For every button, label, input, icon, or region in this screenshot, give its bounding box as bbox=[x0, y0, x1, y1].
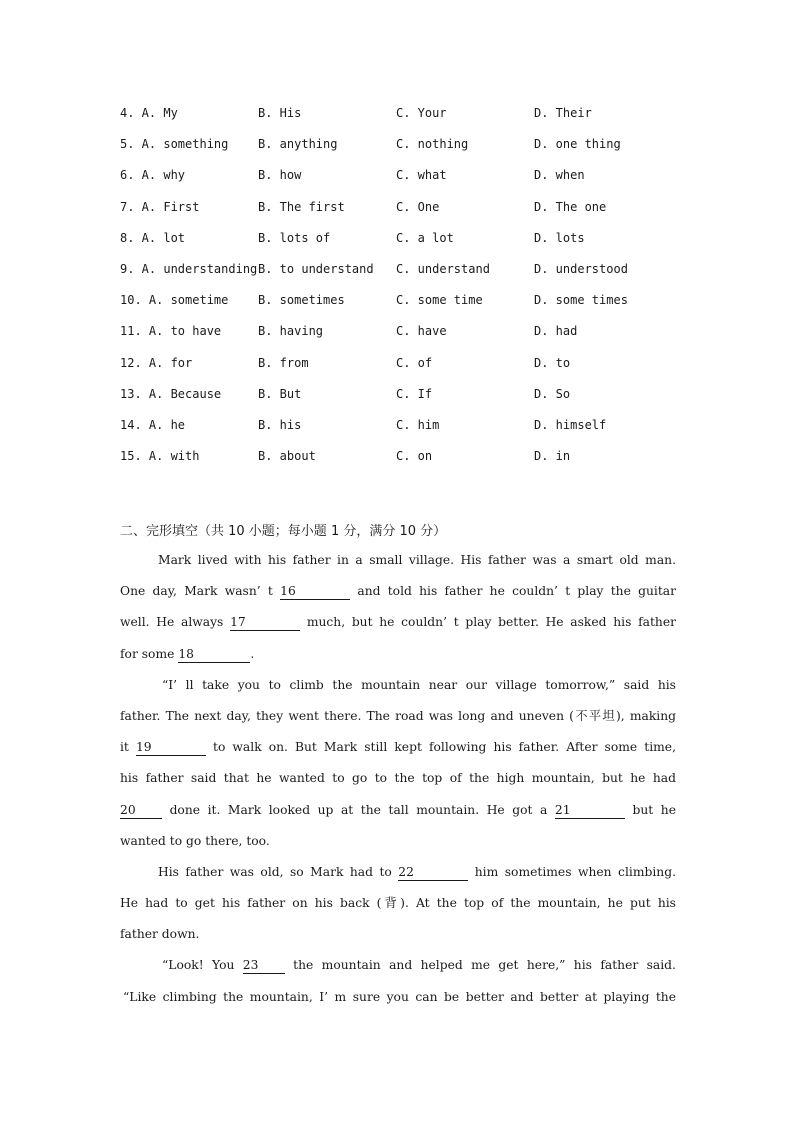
option-d: D. in bbox=[534, 449, 571, 464]
option-row-6 bbox=[120, 165, 680, 196]
blank-17[interactable]: 17 bbox=[230, 615, 300, 631]
passage-text: well. He always bbox=[120, 615, 224, 630]
blank-16[interactable]: 16 bbox=[280, 584, 350, 600]
passage-text: He had to get his father on his back (背). At the top of the mountain, he put his bbox=[120, 896, 676, 911]
option-b: B. how bbox=[258, 168, 302, 183]
option-row-15 bbox=[120, 446, 680, 477]
passage-text: father. The next day, they went there. The road was long and uneven (不平坦), making bbox=[120, 708, 676, 723]
option-a: 11. A. to have bbox=[120, 324, 222, 339]
passage-line bbox=[120, 862, 676, 893]
passage-line bbox=[120, 737, 676, 768]
option-b: B. His bbox=[258, 106, 302, 120]
option-a: 14. A. he bbox=[120, 417, 186, 432]
option-c: C. what bbox=[396, 168, 447, 183]
passage-text: the mountain and helped me get here,” his father said. bbox=[293, 958, 676, 973]
options-list bbox=[120, 103, 680, 477]
option-row-5 bbox=[120, 134, 680, 165]
passage-text: for some bbox=[120, 646, 175, 661]
option-d: D. Their bbox=[534, 106, 592, 120]
option-b: B. from bbox=[258, 355, 309, 370]
passage-line bbox=[120, 612, 676, 643]
passage-text: it bbox=[120, 740, 129, 755]
passage-text: to walk on. But Mark still kept following his father. After some time, bbox=[213, 740, 676, 755]
option-b: B. to understand bbox=[258, 261, 374, 276]
option-c: C. understand bbox=[396, 261, 490, 276]
option-b: B. sometimes bbox=[258, 293, 345, 308]
option-row-9 bbox=[120, 259, 680, 290]
option-row-7 bbox=[120, 197, 680, 228]
passage-text: done it. Mark looked up at the tall mountain. He got a bbox=[169, 802, 548, 817]
option-d: D. The one bbox=[534, 199, 607, 214]
blank-21[interactable]: 21 bbox=[555, 803, 625, 819]
passage-text: his father said that he wanted to go to the top of the high mountain, but he had bbox=[120, 771, 676, 786]
option-b: B. The first bbox=[258, 199, 345, 214]
passage-line bbox=[120, 987, 676, 1018]
passage-text: His father was old, so Mark had to bbox=[158, 864, 392, 879]
option-row-4 bbox=[120, 103, 680, 134]
passage-line bbox=[120, 675, 676, 706]
passage-text: wanted to go there, too. bbox=[120, 833, 270, 848]
option-a: 10. A. sometime bbox=[120, 293, 229, 308]
passage-line bbox=[120, 800, 676, 831]
option-a: 8. A. lot bbox=[120, 230, 186, 245]
blank-22[interactable]: 22 bbox=[398, 865, 468, 881]
option-c: C. a lot bbox=[396, 230, 454, 245]
option-c: C. on bbox=[396, 449, 433, 464]
option-a: 12. A. for bbox=[120, 355, 193, 370]
passage-text: and told his father he couldn’ t play the guitar bbox=[357, 584, 676, 599]
option-c: C. nothing bbox=[396, 137, 469, 152]
passage-line bbox=[120, 768, 676, 799]
option-d: D. one thing bbox=[534, 137, 621, 152]
option-c: C. have bbox=[396, 324, 447, 339]
option-d: D. understood bbox=[534, 261, 628, 276]
option-d: D. had bbox=[534, 324, 578, 339]
option-b: B. about bbox=[258, 449, 316, 464]
option-c: C. Your bbox=[396, 106, 447, 120]
option-d: D. So bbox=[534, 386, 571, 401]
option-b: B. lots of bbox=[258, 230, 331, 245]
option-d: D. when bbox=[534, 168, 585, 183]
passage-text: but he bbox=[632, 802, 676, 817]
option-a: 13. A. Because bbox=[120, 386, 222, 401]
passage-line bbox=[120, 955, 676, 986]
passage-line bbox=[120, 581, 676, 612]
option-d: D. some times bbox=[534, 293, 628, 308]
option-d: D. lots bbox=[534, 230, 585, 245]
option-c: C. him bbox=[396, 417, 440, 432]
option-row-10 bbox=[120, 290, 680, 321]
option-a: 5. A. something bbox=[120, 137, 229, 152]
passage-text: . bbox=[250, 646, 255, 661]
option-b: B. anything bbox=[258, 137, 338, 152]
passage-line bbox=[120, 893, 676, 924]
blank-23[interactable]: 23 bbox=[243, 958, 285, 974]
option-row-11 bbox=[120, 321, 680, 352]
blank-19[interactable]: 19 bbox=[136, 740, 206, 756]
passage-line bbox=[120, 644, 676, 675]
option-b: B. But bbox=[258, 386, 302, 401]
option-row-13 bbox=[120, 384, 680, 415]
passage-line bbox=[120, 706, 676, 737]
option-row-14 bbox=[120, 415, 680, 446]
option-a: 4. A. My bbox=[120, 106, 178, 120]
passage-line bbox=[120, 550, 676, 581]
option-d: D. himself bbox=[534, 417, 607, 432]
passage-text: “Look! You bbox=[162, 958, 235, 973]
passage-text: Mark lived with his father in a small village. His father was a smart old man. bbox=[158, 553, 676, 567]
passage-text: much, but he couldn’ t play better. He asked his father bbox=[306, 615, 677, 630]
passage-text: “Like climbing the mountain, I’ m sure you can be better and better at playing the bbox=[123, 989, 676, 1004]
option-a: 6. A. why bbox=[120, 168, 186, 183]
blank-20[interactable]: 20 bbox=[120, 803, 162, 819]
section-title: 二、完形填空（共 10 小题；每小题 1 分，满分 10 分） bbox=[120, 524, 447, 539]
option-b: B. his bbox=[258, 417, 302, 432]
passage-text: One day, Mark wasn’ t bbox=[120, 584, 273, 599]
option-a: 7. A. First bbox=[120, 199, 200, 214]
passage-text: “I’ ll take you to climb the mountain near our village tomorrow,” said his bbox=[162, 677, 676, 692]
option-d: D. to bbox=[534, 355, 571, 370]
blank-18[interactable]: 18 bbox=[178, 647, 250, 663]
passage-text: father down. bbox=[120, 927, 200, 942]
option-row-12 bbox=[120, 353, 680, 384]
cloze-passage bbox=[120, 550, 676, 1018]
option-c: C. One bbox=[396, 199, 440, 214]
option-a: 9. A. understanding bbox=[120, 261, 258, 276]
option-b: B. having bbox=[258, 324, 324, 339]
passage-line bbox=[120, 924, 676, 955]
option-row-8 bbox=[120, 228, 680, 259]
option-c: C. If bbox=[396, 386, 433, 401]
option-c: C. some time bbox=[396, 293, 483, 308]
option-a: 15. A. with bbox=[120, 449, 200, 464]
passage-text: him sometimes when climbing. bbox=[474, 864, 676, 879]
passage-line bbox=[120, 831, 676, 862]
option-c: C. of bbox=[396, 355, 433, 370]
